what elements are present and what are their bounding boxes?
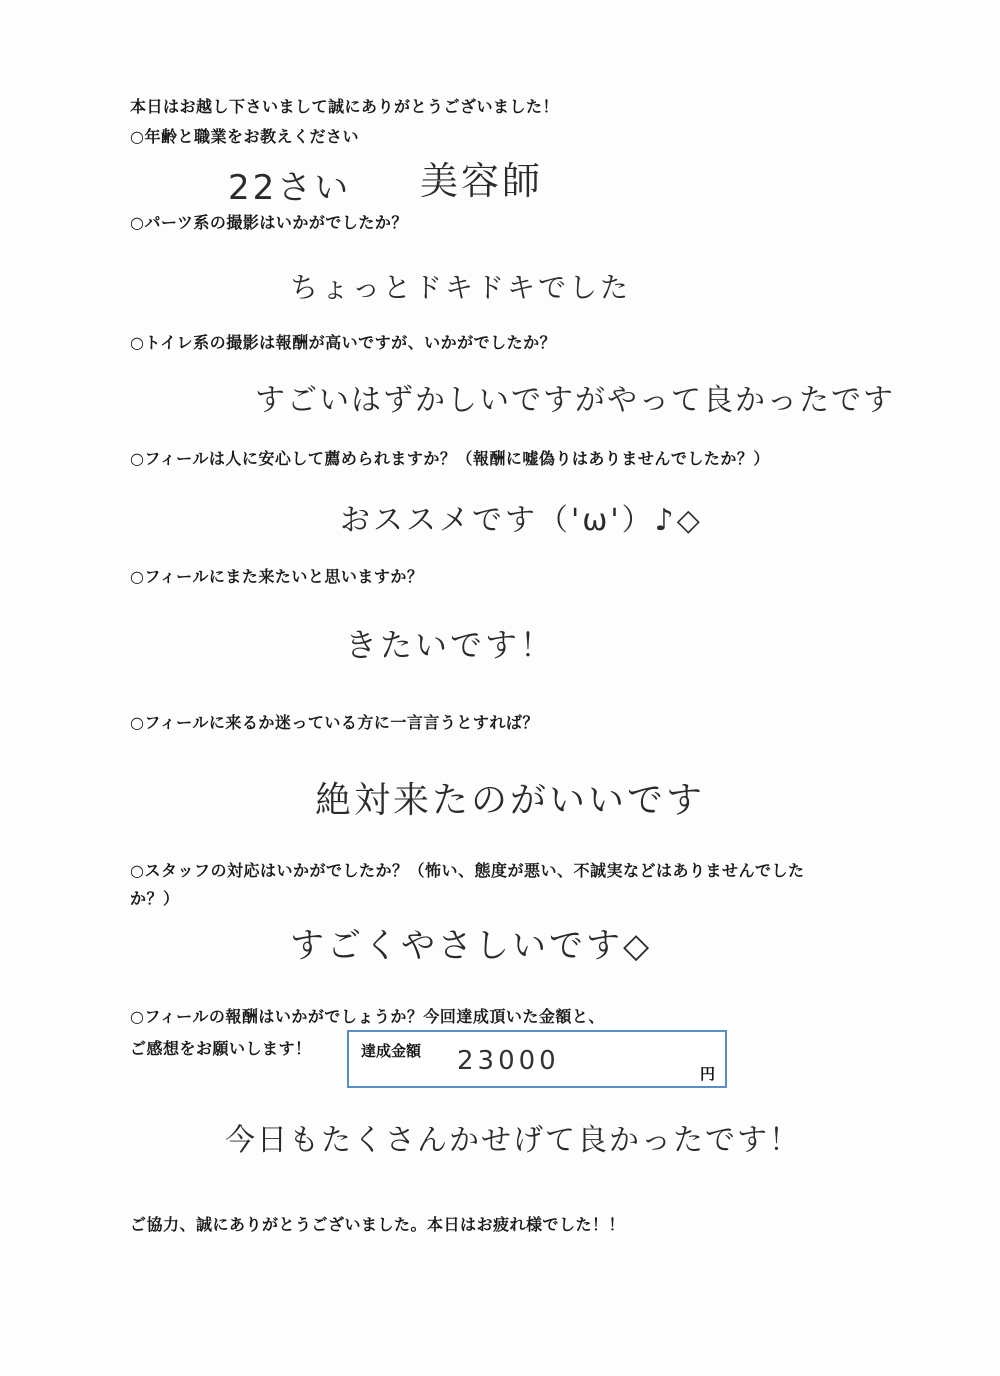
amount-unit: 円 bbox=[699, 1065, 715, 1083]
answer-age: 22さい bbox=[228, 168, 352, 208]
question-advice: ○フィールに来るか迷っている方に一言言うとすれば？ bbox=[130, 713, 539, 732]
question-reward-line2: ご感想をお願いします！ bbox=[130, 1039, 312, 1058]
question-return: ○フィールにまた来たいと思いますか？ bbox=[130, 567, 424, 586]
amount-value: 23000 bbox=[457, 1046, 560, 1076]
question-age-occupation: ○年齢と職業をお教えください bbox=[130, 127, 359, 146]
answer-return: きたいです！ bbox=[345, 626, 556, 664]
greeting-text: 本日はお越し下さいまして誠にありがとうございました！ bbox=[130, 97, 560, 116]
question-parts-shoot: ○パーツ系の撮影はいかがでしたか？ bbox=[130, 213, 408, 232]
answer-occupation: 美容師 bbox=[420, 159, 544, 203]
answer-staff: すごくやさしいです◇ bbox=[290, 926, 653, 966]
answer-advice: 絶対来たのがいいです bbox=[315, 780, 706, 821]
amount-label: 達成金額 bbox=[361, 1042, 422, 1060]
question-staff-line1: ○スタッフの対応はいかがでしたか？（怖い、態度が悪い、不誠実などはありませんでした bbox=[130, 861, 805, 880]
answer-toilet-shoot: すごいはずかしいですがやって良かったです bbox=[255, 383, 895, 418]
question-recommend: ○フィールは人に安心して薦められますか？（報酬に嘘偽りはありませんでしたか？） bbox=[130, 449, 770, 468]
closing-text: ご協力、誠にありがとうございました。本日はお疲れ様でした！！ bbox=[130, 1215, 626, 1234]
amount-box bbox=[347, 1030, 727, 1088]
question-staff-line2: か？） bbox=[130, 889, 180, 908]
answer-reward: 今日もたくさんかせげて良かったです！ bbox=[225, 1123, 801, 1158]
question-reward-line1: ○フィールの報酬はいかがでしょうか？今回達成頂いた金額と、 bbox=[130, 1007, 605, 1026]
answer-parts-shoot: ちょっとドキドキでした bbox=[290, 271, 632, 304]
answer-recommend: おススメです（'ω'）♪◇ bbox=[340, 503, 703, 538]
question-toilet-shoot: ○トイレ系の撮影は報酬が高いですが、いかがでしたか？ bbox=[130, 333, 557, 352]
